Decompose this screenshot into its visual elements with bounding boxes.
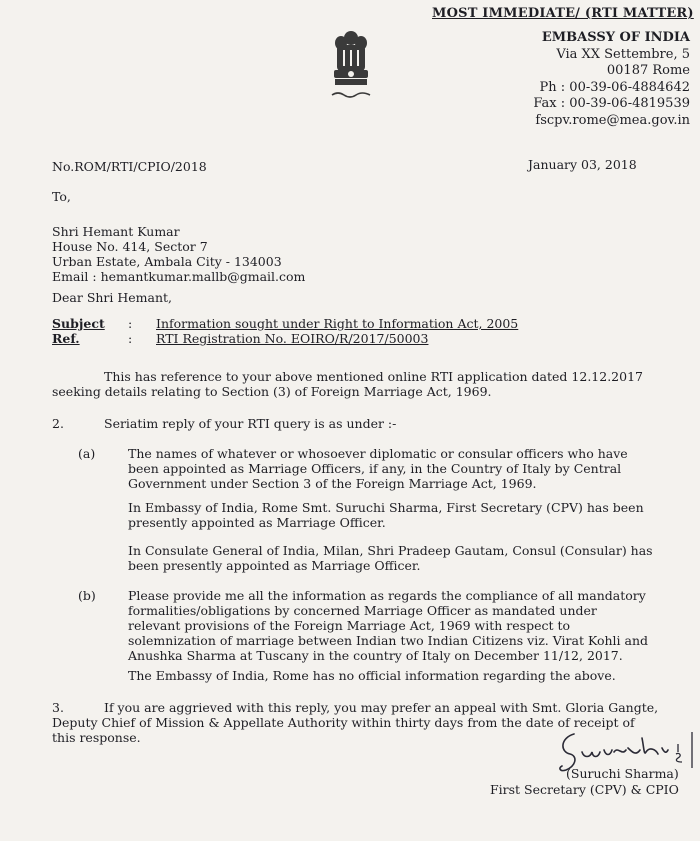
item-b-line: formalities/obligations by concerned Marriage Officer as mandated under: [128, 603, 597, 618]
para2-text: Seriatim reply of your RTI query is as under :-: [104, 416, 397, 431]
recipient-address: [52, 224, 305, 284]
recipient-name: Shri Hemant Kumar: [52, 224, 180, 239]
address-fax: Fax : 00-39-06-4819539: [533, 96, 690, 112]
address-phone: Ph : 00-39-06-4884642: [539, 79, 690, 95]
intro-line-1: This has reference to your above mentioned online RTI application dated 12.12.2017: [104, 369, 643, 384]
item-a-reply-milan: [128, 543, 653, 573]
subject-text: Information sought under Right to Information Act, 2005: [156, 316, 519, 331]
embassy-address-block: [533, 30, 690, 130]
reply-line: been presently appointed as Marriage Officer.: [128, 558, 421, 573]
item-b-line: relevant provisions of the Foreign Marriage Act, 1969 with respect to: [128, 618, 571, 633]
subject-colon: :: [128, 316, 133, 331]
item-a-reply-rome: [128, 500, 644, 530]
item-a-query: [128, 446, 628, 491]
national-emblem-icon: [326, 28, 376, 108]
address-street: Via XX Settembre, 5: [556, 46, 690, 62]
address-email: fscpv.rome@mea.gov.in: [535, 112, 690, 128]
item-b-line: Please provide me all the information as regards the compliance of all mandatory: [128, 588, 646, 603]
item-a-line: Government under Section 3 of the Foreign Marriage Act, 1969.: [128, 476, 537, 491]
reply-line: In Embassy of India, Rome Smt. Suruchi Sharma, First Secretary (CPV) has been: [128, 500, 644, 515]
letter-date: January 03, 2018: [528, 157, 637, 172]
item-b-line: solemnization of marriage between Indian two Indian Citizens viz. Virat Kohli and: [128, 633, 649, 648]
signatory-title: First Secretary (CPV) & CPIO: [490, 782, 679, 797]
item-a-line: The names of whatever or whosoever diplomatic or consular officers who have: [128, 446, 628, 461]
signatory-name: (Suruchi Sharma): [566, 766, 679, 781]
item-b-line: Anushka Sharma at Tuscany in the country of Italy on December 11/12, 2017.: [128, 648, 623, 663]
item-a-label: (a): [78, 446, 96, 461]
ref-label: Ref.: [52, 331, 80, 346]
reference-number: No.ROM/RTI/CPIO/2018: [52, 159, 207, 174]
item-a-line: been appointed as Marriage Officers, if any, in the Country of Italy by Central: [128, 461, 622, 476]
salutation: Dear Shri Hemant,: [52, 290, 173, 305]
para3-line: Deputy Chief of Mission & Appellate Authority within thirty days from the date of receipt of: [52, 715, 635, 730]
recipient-email: Email : hemantkumar.mallb@gmail.com: [52, 269, 306, 284]
para2-number: 2.: [52, 416, 64, 431]
item-b-reply: The Embassy of India, Rome has no official information regarding the above.: [128, 668, 616, 683]
to-label: To,: [52, 189, 71, 204]
priority-heading: MOST IMMEDIATE/ (RTI MATTER): [432, 6, 694, 21]
reply-line: In Consulate General of India, Milan, Shri Pradeep Gautam, Consul (Consular) has: [128, 543, 653, 558]
ref-colon: :: [128, 331, 133, 346]
recipient-locality: Urban Estate, Ambala City - 134003: [52, 254, 282, 269]
subject-label: Subject: [52, 316, 105, 331]
para3-line: this response.: [52, 730, 141, 745]
ref-text: RTI Registration No. EOIRO/R/2017/50003: [156, 331, 429, 346]
address-city: 00187 Rome: [606, 63, 690, 79]
reply-line: presently appointed as Marriage Officer.: [128, 515, 386, 530]
embassy-name: EMBASSY OF INDIA: [541, 30, 690, 45]
intro-line-2: seeking details relating to Section (3) of Foreign Marriage Act, 1969.: [52, 384, 492, 399]
para3-number: 3.: [52, 700, 64, 715]
item-b-query: [128, 588, 648, 663]
para3-line: If you are aggrieved with this reply, you may prefer an appeal with Smt. Gloria Gangte,: [104, 700, 659, 715]
recipient-house: House No. 414, Sector 7: [52, 239, 208, 254]
item-b-label: (b): [78, 588, 96, 603]
